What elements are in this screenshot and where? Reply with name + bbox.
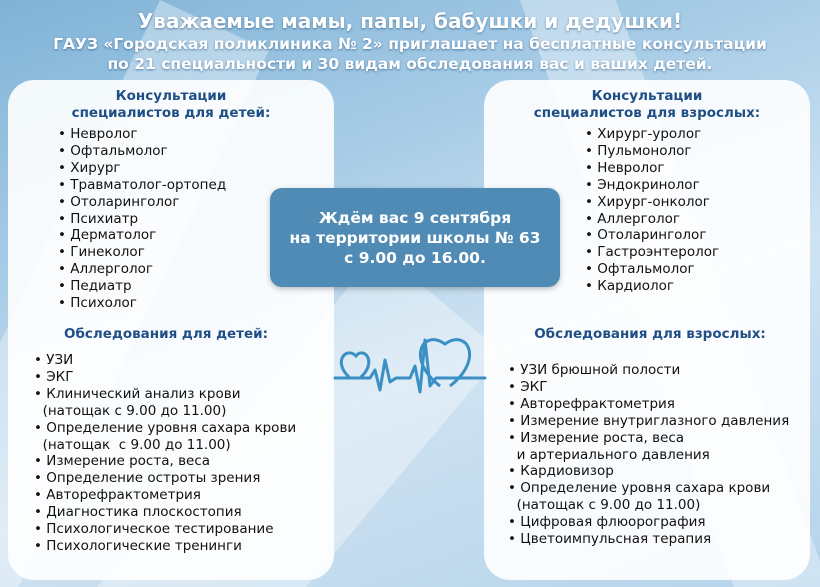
- heartbeat-hearts-icon: [330, 320, 490, 410]
- list-item: • Кардиолог: [585, 278, 675, 295]
- list-item: • Эндокринолог: [585, 176, 700, 193]
- header-title: Уважаемые мамы, папы, бабушки и дедушки!: [137, 9, 683, 33]
- list-item: • Отоларинголог: [58, 193, 180, 210]
- list-item: • Педиатр: [58, 278, 132, 295]
- list-item: • Офтальмолог: [585, 261, 695, 278]
- list-item: • Определение уровня сахара крови: [508, 480, 771, 497]
- list-item: • ЭКГ: [508, 378, 548, 395]
- list-item: (натощак с 9.00 до 11.00): [34, 436, 231, 453]
- event-info-box: [270, 188, 560, 287]
- list-item: • Хирург: [58, 159, 121, 176]
- adult-exams-list: [508, 362, 789, 548]
- list-item: • Хирург-онколог: [585, 193, 710, 210]
- list-item: • Аллерголог: [585, 210, 680, 227]
- list-item: • Измерение роста, веса: [34, 453, 211, 470]
- list-item: • УЗИ брюшной полости: [508, 362, 681, 378]
- list-item: • Отоларинголог: [585, 227, 707, 244]
- list-item: • Авторефрактометрия: [34, 487, 201, 504]
- list-item: • Диагностика плоскостопия: [34, 504, 242, 521]
- header: [0, 8, 820, 74]
- list-item: • Измерение внутриглазного давления: [508, 412, 790, 429]
- list-item: • Пульмонолог: [585, 142, 692, 159]
- adult-consult-title: [484, 88, 810, 122]
- kids-consult-list: [58, 126, 226, 312]
- list-item: • Психолог: [58, 295, 137, 312]
- list-item: • Травматолог-ортопед: [58, 176, 227, 193]
- list-item: • Измерение роста, веса: [508, 429, 685, 446]
- event-location: на территории школы № 63: [289, 229, 541, 247]
- kids-consult-title-line2: специалистов для детей:: [71, 105, 271, 121]
- list-item: • Клинический анализ крови: [34, 385, 241, 402]
- list-item: • Хирург-уролог: [585, 126, 702, 142]
- event-time: с 9.00 до 16.00.: [344, 249, 486, 267]
- list-item: • Психологические тренинги: [34, 537, 242, 554]
- adult-consult-title-line2: специалистов для взрослых:: [533, 105, 761, 121]
- adult-consult-list: [585, 126, 719, 295]
- list-item: • Цветоимпульсная терапия: [508, 531, 712, 548]
- list-item: • Определение остроты зрения: [34, 470, 261, 487]
- list-item: • Аллерголог: [58, 261, 153, 278]
- kids-exams-title: Обследования для детей:: [64, 326, 268, 342]
- kids-exams-list: [34, 352, 296, 555]
- list-item: • Дерматолог: [58, 227, 157, 244]
- list-item: (натощак с 9.00 до 11.00): [508, 497, 701, 514]
- list-item: • Определение уровня сахара крови: [34, 419, 297, 436]
- list-item: • Цифровая флюорография: [508, 514, 706, 531]
- list-item: • Гинеколог: [58, 244, 145, 261]
- list-item: • Невролог: [58, 126, 138, 142]
- header-subtitle-1: ГАУЗ «Городская поликлиника № 2» приглашает на бесплатные консультации: [53, 35, 767, 53]
- list-item: • Невролог: [585, 159, 665, 176]
- adult-consult-title-line1: Консультации: [591, 88, 703, 104]
- kids-consult-title: [8, 88, 334, 122]
- list-item: и артериального давления: [508, 446, 710, 463]
- event-date: Ждём вас 9 сентября: [318, 209, 512, 227]
- list-item: • Офтальмолог: [58, 142, 168, 159]
- list-item: • Кардиовизор: [508, 463, 614, 480]
- list-item: • Гастроэнтеролог: [585, 244, 720, 261]
- list-item: • Психиатр: [58, 210, 139, 227]
- list-item: (натощак с 9.00 до 11.00): [34, 402, 227, 419]
- list-item: • Психологическое тестирование: [34, 521, 274, 538]
- list-item: • УЗИ: [34, 352, 74, 368]
- list-item: • Авторефрактометрия: [508, 395, 675, 412]
- adult-exams-title: Обследования для взрослых:: [534, 326, 766, 342]
- list-item: • ЭКГ: [34, 368, 74, 385]
- kids-consult-title-line1: Консультации: [115, 88, 227, 104]
- header-subtitle-2: по 21 специальности и 30 видам обследования вас и ваших детей.: [107, 55, 713, 73]
